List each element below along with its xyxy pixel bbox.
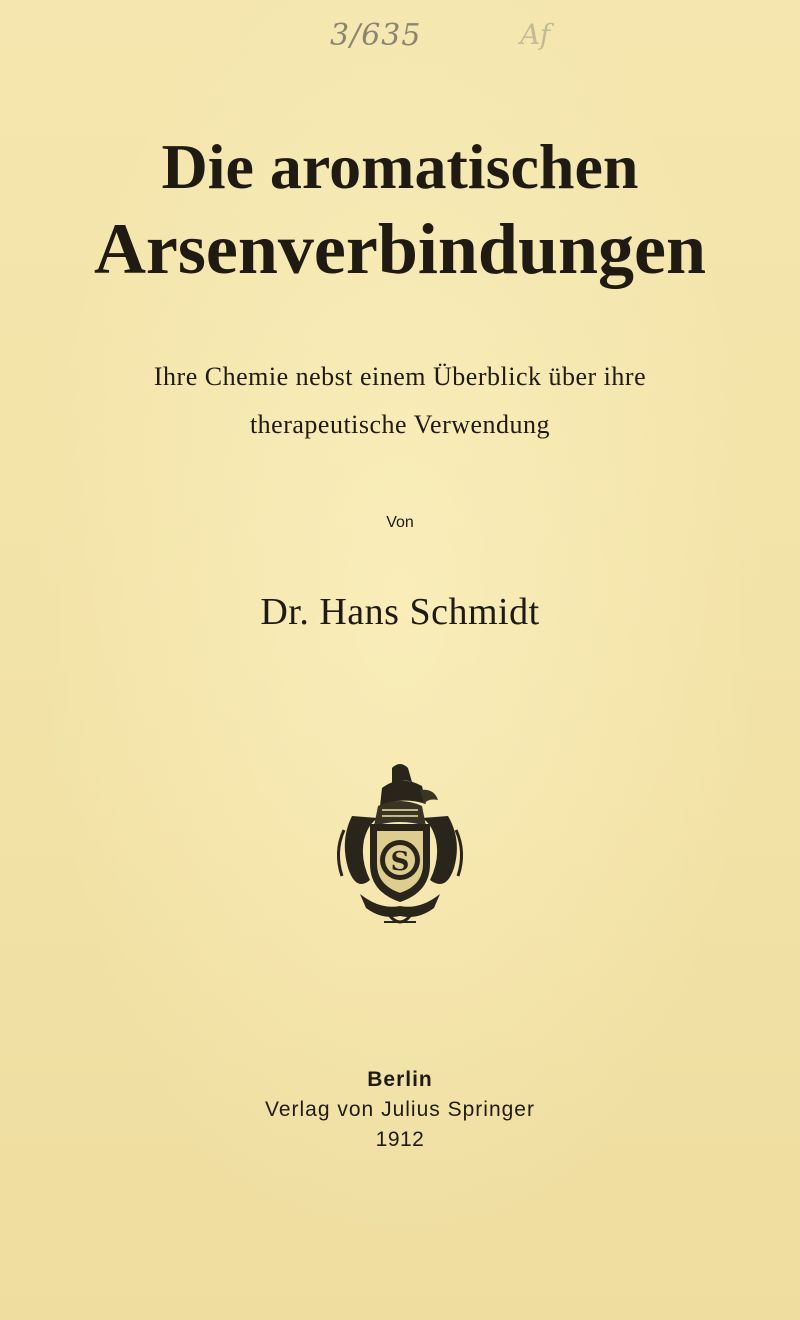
- subtitle-line-1: Ihre Chemie nebst einem Überblick über ihre: [153, 362, 647, 391]
- title-line-1: Die aromatischen: [161, 131, 639, 202]
- springer-knight-emblem-icon: [330, 760, 470, 930]
- author-name: Dr. Hans Schmidt: [260, 591, 540, 633]
- svg-text:S: S: [390, 847, 410, 877]
- handwritten-mark: Af: [520, 18, 551, 51]
- handwritten-catalog-number: 3/635: [330, 18, 422, 53]
- imprint-publisher: Verlag von Julius Springer: [265, 1098, 535, 1121]
- byline-von: Von: [386, 514, 414, 531]
- imprint-year: 1912: [375, 1128, 425, 1151]
- title-line-2: Arsenverbindungen: [93, 209, 707, 289]
- imprint-city: Berlin: [367, 1068, 433, 1091]
- subtitle-line-2: therapeutische Verwendung: [249, 410, 551, 439]
